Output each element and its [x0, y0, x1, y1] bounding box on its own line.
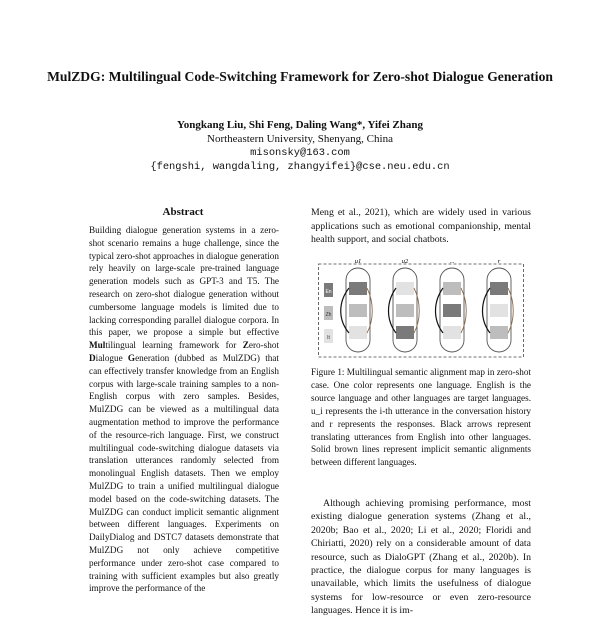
author-names: Yongkang Liu, Shi Feng, Daling Wang*, Yifei Zhang — [177, 119, 423, 131]
abstract-bold-mul: Mul — [89, 340, 106, 351]
row-label-zh: Zh — [325, 312, 332, 318]
intro-continuation: Meng et al., 2021), which are widely used in various applications such as emotional companionship, mental health support, and social chatbots. — [311, 207, 531, 245]
abstract-bold-g: G — [127, 352, 136, 363]
col-label-u1: u1 — [354, 258, 362, 265]
utterance-en — [490, 282, 508, 295]
paper-title: MulZDG: Multilingual Code-Switching Framework for Zero-shot Dialogue Generation — [47, 69, 553, 84]
utterance-it — [443, 326, 461, 339]
utterance-it — [396, 326, 414, 339]
abstract-bold-d: D — [89, 352, 96, 363]
utterance-en — [443, 282, 461, 295]
email-group: {fengshi, wangdaling, zhangyifei}@cse.neu.edu.cn — [150, 161, 450, 173]
abstract-body — [89, 224, 279, 595]
translate-arrow — [389, 288, 397, 333]
utterance-en — [396, 282, 414, 295]
alignment-figure — [318, 254, 524, 358]
translate-arrow — [436, 288, 444, 333]
abstract-text-4: ialogue — [95, 352, 128, 363]
abstract-heading: Abstract — [162, 206, 204, 218]
abstract-bold-z: Z — [242, 340, 249, 351]
utterance-zh — [396, 304, 414, 317]
figure-caption: Figure 1: Multilingual semantic alignment map in zero-shot case. One color represents one language. English is the source language and other languages are target languages. u_i represents the i-th utterance in the conversation history and r represents the responses. Black arrows represent translating utterances from English into other languages. Solid brown lines represent implicit semantic alignments between different languages. — [311, 367, 531, 468]
abstract-text-3: ero-shot — [248, 340, 279, 351]
abstract-text-2: tilingual learning framework for — [105, 340, 243, 351]
translate-arrow — [341, 288, 349, 333]
utterance-it — [490, 326, 508, 339]
utterance-it — [349, 326, 367, 339]
utterance-zh — [490, 304, 508, 317]
column-u2 — [389, 268, 420, 352]
column-ellipsis — [436, 268, 467, 352]
abstract-text-1: Building dialogue generation systems in a zero-shot scenario remains a huge challenge, since the typical zero-shot approaches in dialogue generation rely heavily on large-scale pre-trained language generation models such as GPT-3 and T5. The research on zero-shot dialogue generation without cumbersome language models is limited due to lacking corresponding parallel dialogue corpora. In this paper, we propose a simple but effective — [89, 225, 279, 338]
utterance-zh — [443, 304, 461, 317]
abstract-text-5: eneration (dubbed as MulZDG) that can effectively transfer knowledge from an English corpus with large-scale training samples to a non-English corpus with zero samples. Besides, MulZDG can be viewed as a multilingual data augmentation method to improve the performance of the resource-rich language. First, we construct multilingual code-switching dialogue datasets via translation utterances randomly selected from monolingual English datasets. Then we employ MulZDG to train a unified multilingual dialogue model based on the code-switching datasets. The MulZDG can conduct implicit semantic alignment between different languages. Experiments on DailyDialog and DSTC7 datasets demonstrate that MulZDG not only achieve competitive performance under zero-shot case compared to training with sufficient examples but also greatly improve the performance of the — [89, 352, 279, 594]
row-label-it: It — [327, 335, 330, 341]
email-primary: misonsky@163.com — [250, 147, 350, 159]
author-block — [40, 118, 560, 174]
translate-arrow — [483, 288, 491, 333]
column-u1 — [341, 268, 373, 352]
column-r — [483, 268, 514, 352]
intro-paragraph: Although achieving promising performance, most existing dialogue generation systems (Zhang et al., 2020b; Bao et al., 2020; Li et al., 2020; Floridi and Chiriatti, 2020) rely on a considerable amount of data resource, such as DialoGPT (Zhang et al., 2020b). In practice, the dialogue corpus for many languages is unavailable, which limits the usefulness of dialogue systems for low-resource or even zero-resource languages. Hence it is im- — [311, 498, 531, 617]
col-label-u2: u2 — [401, 258, 409, 265]
utterance-en — [349, 282, 367, 295]
row-label-en: En — [325, 289, 332, 295]
col-label-r: r — [497, 258, 501, 265]
col-label-ellipsis: ... — [449, 258, 455, 265]
affiliation: Northeastern University, Shenyang, China — [207, 133, 393, 145]
utterance-zh — [349, 304, 367, 317]
